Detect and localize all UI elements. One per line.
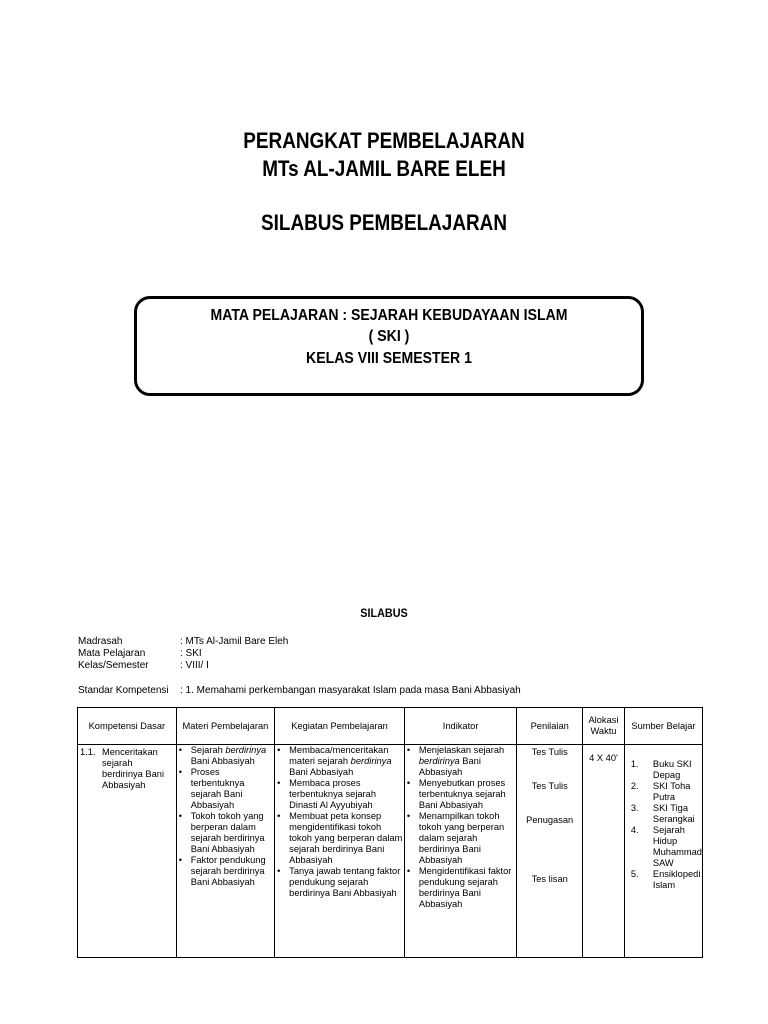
syllabus-heading: SILABUS PEMBELAJARAN — [261, 210, 507, 235]
kd-cell — [78, 745, 177, 958]
source-item: 5. Ensiklopedi Islam — [630, 869, 701, 890]
subject-abbrev: ( SKI ) — [368, 328, 410, 345]
indikator-cell — [404, 745, 516, 958]
info-label: Mata Pelajaran — [78, 648, 146, 659]
document-title: PERANGKAT PEMBELAJARAN — [243, 128, 525, 153]
col-header: Kegiatan Pembelajaran — [275, 708, 405, 745]
penilaian-cell — [517, 745, 583, 958]
standar-kompetensi-label: Standar Kompetensi — [78, 685, 169, 696]
col-header: Kompetensi Dasar — [78, 708, 177, 745]
source-item: 4. Sejarah Hidup Muhammad SAW — [630, 825, 702, 868]
col-header: Indikator — [404, 708, 516, 745]
list-item: • Sejarah berdirinya Bani Abbasiyah — [177, 745, 274, 767]
list-item: • Membaca/menceritakan materi sejarah berdirinya Bani Abbasiyah — [275, 745, 404, 778]
list-item: • Tanya jawab tentang faktor pendukung sejarah berdirinya Bani Abbasiyah — [275, 866, 404, 899]
list-item: • Menyebutkan proses terbentuknya sejarah Bani Abbasiyah — [405, 778, 516, 811]
list-item: • Tokoh tokoh yang berperan dalam sejarah berdirinya Bani Abbasiyah — [177, 811, 274, 855]
assessment-item: Tes lisan — [531, 874, 568, 884]
info-value: : MTs Al-Jamil Bare Eleh — [180, 636, 289, 647]
table-row — [78, 745, 703, 958]
info-value: : SKI — [180, 648, 202, 659]
table-header-row — [78, 708, 703, 745]
info-label: Kelas/Semester — [78, 660, 149, 671]
source-item: 1. Buku SKI Depag — [630, 759, 692, 780]
sumber-cell — [624, 745, 702, 958]
col-header: Materi Pembelajaran — [176, 708, 274, 745]
kd-number: 1.1. — [80, 747, 96, 757]
materi-cell — [176, 745, 274, 958]
kd-text: Menceritakan sejarah berdirinya Bani Abbasiyah — [102, 747, 165, 790]
list-item: • Menampilkan tokoh tokoh yang berperan dalam sejarah berdirinya Bani Abbasiyah — [405, 811, 516, 866]
time-allocation: 4 X 40' — [589, 753, 618, 763]
list-item: • Proses terbentuknya sejarah Bani Abbasiyah — [177, 767, 274, 811]
list-item: • Faktor pendukung sejarah berdirinya Bani Abbasiyah — [177, 855, 274, 888]
source-item: 2. SKI Toha Putra — [630, 781, 691, 802]
class-semester-line: KELAS VIII SEMESTER 1 — [306, 350, 472, 367]
assessment-item: Tes Tulis — [531, 747, 568, 757]
source-item: 3. SKI Tiga Serangkai — [630, 803, 695, 824]
assessment-item: Penugasan — [526, 815, 574, 825]
info-value: : VIII/ I — [180, 660, 209, 671]
standar-kompetensi-value: : 1. Memahami perkembangan masyarakat Islam pada masa Bani Abbasiyah — [180, 685, 521, 696]
col-header: Sumber Belajar — [624, 708, 702, 745]
col-header: Penilaian — [517, 708, 583, 745]
subject-line: MATA PELAJARAN : SEJARAH KEBUDAYAAN ISLAM — [210, 307, 568, 324]
silabus-title: SILABUS — [360, 606, 408, 620]
syllabus-table — [77, 707, 703, 958]
list-item: • Menjelaskan sejarah berdirinya Bani Abbasiyah — [405, 745, 516, 778]
subject-box — [134, 296, 644, 396]
kegiatan-cell — [275, 745, 405, 958]
list-item: • Mengidentifikasi faktor pendukung sejarah berdirinya Bani Abbasiyah — [405, 866, 516, 910]
list-item: • Membaca proses terbentuknya sejarah Dinasti Al Ayyubiyah — [275, 778, 404, 811]
info-label: Madrasah — [78, 636, 123, 647]
assessment-item: Tes Tulis — [531, 781, 568, 791]
col-header: Alokasi Waktu — [583, 708, 625, 745]
alokasi-cell — [583, 745, 625, 958]
school-name: MTs AL-JAMIL BARE ELEH — [262, 156, 506, 181]
list-item: • Membuat peta konsep mengidentifikasi tokoh tokoh yang berperan dalam sejarah berdirinya Bani Abbasiyah — [275, 811, 404, 866]
